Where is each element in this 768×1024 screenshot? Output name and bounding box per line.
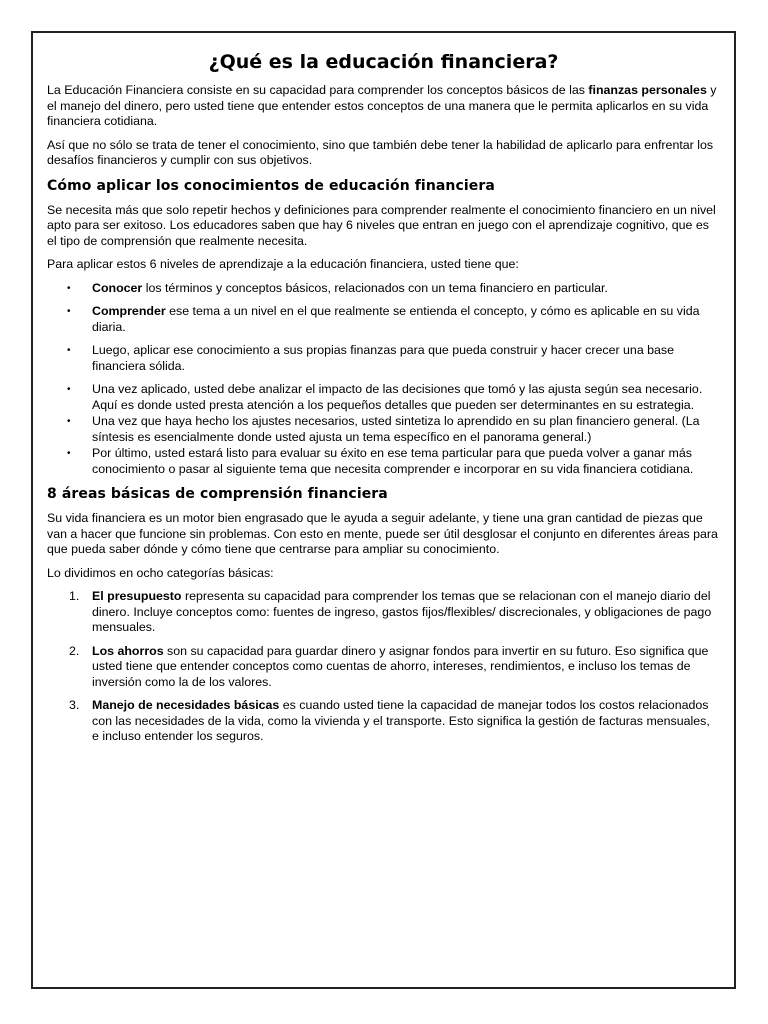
section-heading-areas: 8 áreas básicas de comprensión financiera [47, 486, 388, 502]
bullet-marker: • [67, 345, 71, 356]
list-item [47, 698, 720, 745]
section1-paragraph-1: Se necesita más que solo repetir hechos y definiciones para comprender realmente el conocimiento financiero en un nivel apto para ser exitoso. Los educadores saben que hay 6 niveles que entran en juego con el aprendizaje cognitivo, que es el tipo de comprensión que realmente necesita. [47, 202, 716, 248]
list-item-text: representa su capacidad para comprender los temas que se relacionan con el manejo diario del dinero. Incluye conceptos como: fuentes de ingreso, gastos fijos/flexibles/ discrecionales, y obligaciones de pago mensuales. [92, 589, 712, 634]
list-item [47, 343, 720, 374]
list-item [47, 644, 720, 691]
document-page [31, 31, 736, 989]
list-item-bold: El presupuesto [92, 589, 182, 603]
list-item-bold: Manejo de necesidades básicas [92, 698, 280, 712]
list-item-text: Luego, aplicar ese conocimiento a sus propias finanzas para que pueda construir y hacer crecer una base financiera sólida. [92, 343, 675, 373]
section2-paragraph-1: Su vida financiera es un motor bien engrasado que le ayuda a seguir adelante, y tiene una gran cantidad de piezas que van a hacer que funcione sin problemas. Con esto en mente, puede ser útil desglosar el conjunto en diferentes áreas para que pueda saber dónde y cómo tiene que centrarse para ampliar su conocimiento. [47, 511, 718, 556]
intro-bold-term: finanzas personales [588, 83, 707, 97]
bullet-marker: • [67, 306, 71, 317]
intro-text-a: La Educación Financiera consiste en su capacidad para comprender los conceptos básicos de las [47, 83, 589, 97]
list-number: 1. [69, 589, 80, 603]
bullet-marker: • [67, 384, 71, 395]
list-item-text: los términos y conceptos básicos, relacionados con un tema financiero en particular. [142, 280, 608, 295]
list-item-text: es cuando usted tiene la capacidad de manejar todos los costos relacionados con las necesidades de la vida, como la vivienda y el transporte. Esto significa la gestión de facturas mensuales, e incluso entender los seguros. [92, 698, 710, 743]
learning-levels-list [47, 281, 720, 478]
intro-text-b: y el manejo del dinero, pero usted tiene que entender estos conceptos de una manera que le permita aplicarlos en su vida financiera cotidiana. [47, 83, 717, 128]
list-item-text: Una vez aplicado, usted debe analizar el impacto de las decisiones que tomó y las ajusta según sea necesario. Aquí es donde usted presta atención a los pequeños detalles que pueden ser determinantes en su estrategia. [92, 382, 703, 412]
section2-paragraph-2: Lo dividimos en ocho categorías básicas: [47, 565, 274, 580]
list-item [47, 281, 720, 297]
list-item-text: Por último, usted estará listo para evaluar su éxito en ese tema particular para que pueda volver a ganar más conocimiento o pasar al siguiente tema que necesita comprender e incorporar en su vida financiera cotidiana. [92, 446, 694, 476]
list-item-text: son su capacidad para guardar dinero y asignar fondos para invertir en su futuro. Eso significa que usted tiene que entender conceptos como cuentas de ahorro, intereses, rendimientos, e incluso los temas de inversión como la de los valores. [92, 643, 709, 689]
bullet-marker: • [67, 448, 71, 459]
list-item-text: Una vez que haya hecho los ajustes necesarios, usted sintetiza lo aprendido en su plan financiero general. (La síntesis es esencialmente donde usted ajusta un tema específico en el panorama general.) [92, 414, 700, 444]
bullet-marker: • [67, 282, 71, 294]
list-item [47, 414, 720, 445]
page-title: ¿Qué es la educación financiera? [208, 51, 559, 73]
list-item-bold: Los ahorros [92, 643, 164, 658]
intro-paragraph-1 [47, 83, 720, 130]
bullet-marker: • [67, 416, 71, 427]
list-item [47, 446, 720, 477]
list-item-bold: Comprender [92, 304, 166, 318]
section1-paragraph-2: Para aplicar estos 6 niveles de aprendizaje a la educación financiera, usted tiene que: [47, 257, 519, 271]
list-item [47, 304, 720, 335]
section-heading-apply: Cómo aplicar los conocimientos de educación financiera [47, 177, 495, 194]
list-item-text: ese tema a un nivel en el que realmente se entienda el concepto, y cómo es aplicable en su vida diaria. [92, 304, 700, 334]
intro-paragraph-2: Así que no sólo se trata de tener el conocimiento, sino que también debe tener la habilidad de aplicarlo para enfrentar los desafíos financieros y cumplir con sus objetivos. [47, 137, 714, 167]
list-item-bold: Conocer [92, 280, 143, 295]
list-number: 2. [69, 643, 80, 658]
financial-areas-list [47, 589, 720, 745]
list-item [47, 382, 720, 413]
list-number: 3. [69, 698, 80, 712]
list-item [47, 589, 720, 636]
